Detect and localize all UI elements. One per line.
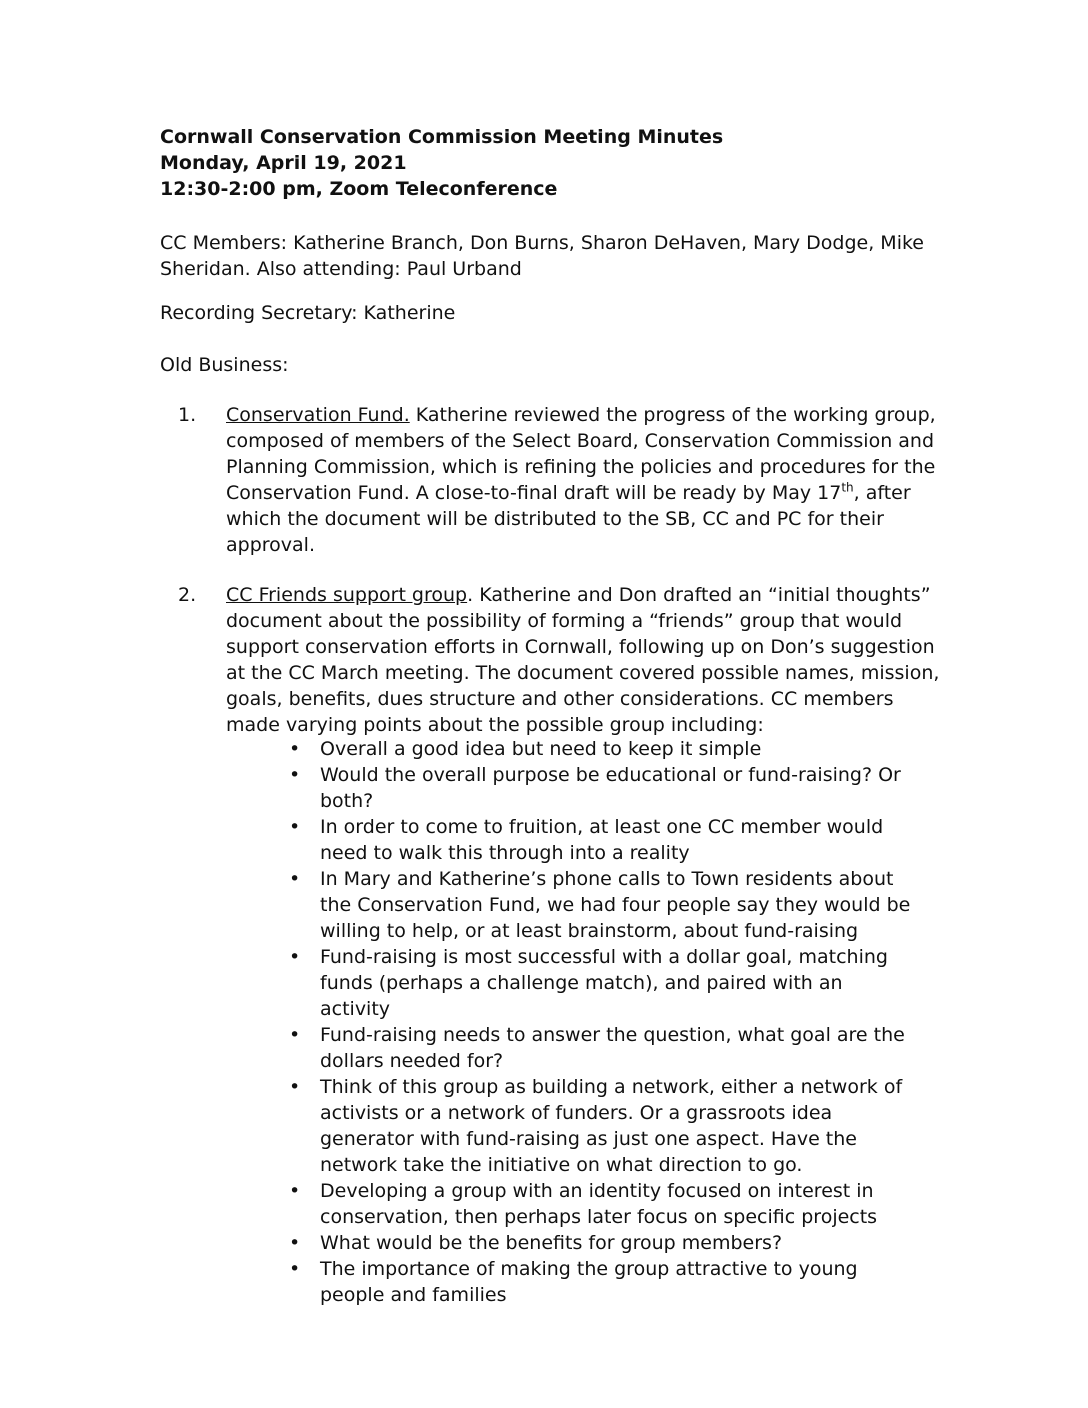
discussion-points-list: [278, 736, 918, 1308]
old-business-heading: Old Business:: [160, 354, 289, 376]
item-body: [226, 582, 944, 738]
bullet-icon: •: [289, 1076, 301, 1098]
recording-secretary: Recording Secretary: Katherine: [160, 302, 456, 324]
bullet-icon: •: [289, 1232, 301, 1254]
list-item: • Overall a good idea but need to keep it simple: [289, 738, 762, 760]
bullet-icon: •: [289, 1258, 301, 1280]
bullet-icon: •: [289, 868, 301, 890]
bullet-icon: •: [289, 1024, 301, 1046]
list-item: • In Mary and Katherine’s phone calls to Town residents about the Conservation Fund, we had four people say they would be willing to help, or at least brainstorm, about fund-raising: [289, 868, 911, 942]
document-title: Cornwall Conservation Commission Meeting Minutes: [160, 126, 724, 148]
list-item: • In order to come to fruition, at least one CC member would need to walk this through into a reality: [289, 816, 884, 864]
attendance-paragraph: CC Members: Katherine Branch, Don Burns, Sharon DeHaven, Mary Dodge, Mike Sheridan. Also attending: Paul Urband: [160, 232, 924, 280]
meeting-time-location: 12:30-2:00 pm, Zoom Teleconference: [160, 178, 558, 200]
bullet-icon: •: [289, 946, 301, 968]
list-item: • Think of this group as building a network, either a network of activists or a network of funders. Or a grassroots idea generator with fund-raising as just one aspect. Have the network take the initiative on what direction to go.: [289, 1076, 903, 1176]
item-text: . Katherine and Don drafted an “initial thoughts” document about the possibility of forming a “friends” group that would support conservation efforts in Cornwall, following up on Don’s suggestion at the CC March meeting. The document covered possible names, mission, goals, benefits, dues structure and other considerations. CC members made varying points about the possible group including:: [226, 584, 940, 736]
list-item: • What would be the benefits for group members?: [289, 1232, 783, 1254]
bullet-icon: •: [289, 764, 301, 786]
ordinal-suffix: th: [841, 480, 854, 495]
list-item: • Would the overall purpose be educational or fund-raising? Or both?: [289, 764, 901, 812]
list-item: • The importance of making the group attractive to young people and families: [289, 1258, 858, 1306]
list-item: • Fund-raising is most successful with a dollar goal, matching funds (perhaps a challenge match), and paired with an activity: [289, 946, 888, 1020]
item-heading: CC Friends support group: [226, 584, 468, 606]
item-body: [226, 402, 944, 558]
title-block: [160, 124, 950, 202]
bullet-icon: •: [289, 1180, 301, 1202]
item-number: 2.: [178, 584, 197, 606]
meeting-date: Monday, April 19, 2021: [160, 152, 407, 174]
item-number: 1.: [178, 404, 197, 426]
bullet-icon: •: [289, 816, 301, 838]
list-item: • Fund-raising needs to answer the question, what goal are the dollars needed for?: [289, 1024, 905, 1072]
item-heading: Conservation Fund.: [226, 404, 410, 426]
list-item: • Developing a group with an identity focused on interest in conservation, then perhaps later focus on specific projects: [289, 1180, 878, 1228]
bullet-icon: •: [289, 738, 301, 760]
item-text: Katherine reviewed the progress of the working group, composed of members of the Select Board, Conservation Commission and Planning Commission, which is refining the policies and procedures for the Conservation Fund. A close-to-final draft will be ready by May 17: [226, 404, 936, 504]
item-text-continued: , after which the document will be distributed to the SB, CC and PC for their approval.: [226, 482, 911, 556]
